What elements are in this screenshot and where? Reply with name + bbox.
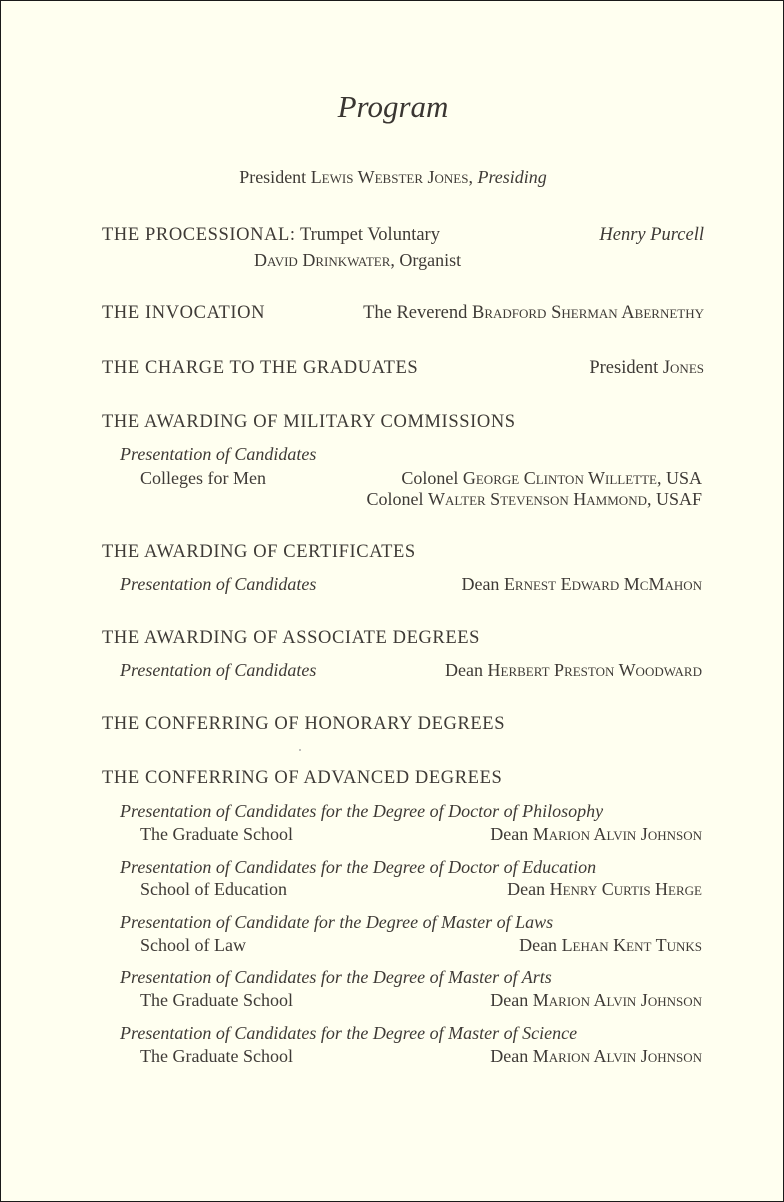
presiding-name: Lewis Webster Jones [310,167,469,187]
advanced-presentation: Presentation of Candidates for the Degree of Master of Science [120,1023,578,1043]
organist-role: , Organist [390,250,462,270]
presiding-line [1,167,784,188]
advanced-presentation: Presentation of Candidates for the Degree of Doctor of Education [120,857,597,877]
advanced-dean [490,824,702,845]
invocation-prefix: The Reverend [363,303,472,323]
certificates-presentation: Presentation of Candidates [120,574,317,594]
military-officer-1 [401,468,702,489]
associate-heading: THE AWARDING OF ASSOCIATE DEGREES [102,628,481,648]
dean-name: Henry Curtis Herge [549,879,702,899]
advanced-school: The Graduate School [140,990,293,1010]
dean-prefix: Dean [445,660,488,680]
advanced-presentation: Presentation of Candidates for the Degree of Doctor of Philosophy [120,801,604,821]
charge-heading: THE CHARGE TO THE GRADUATES [102,358,419,378]
advanced-presentation: Presentation of Candidates for the Degree of Master of Arts [120,967,552,987]
speck-mark [299,749,301,751]
dean-prefix: Dean [519,935,562,955]
certificates-heading-row [102,542,704,563]
honorary-heading-row [102,714,704,735]
advanced-dean [519,935,702,956]
organist-name: David Drinkwater [254,250,391,270]
dean-name: Herbert Preston Woodward [487,660,702,680]
charge-speaker [589,358,704,379]
dean-prefix: Dean [461,574,504,594]
advanced-presentation: Presentation of Candidate for the Degree of Master of Laws [120,912,554,932]
advanced-heading: THE CONFERRING OF ADVANCED DEGREES [102,768,503,788]
page-title: Program [337,89,449,124]
advanced-school: School of Law [140,935,246,955]
processional-heading: THE PROCESSIONAL: [102,225,296,245]
presiding-prefix: President [239,167,311,187]
military-heading-row [102,412,704,433]
honorary-heading: THE CONFERRING OF HONORARY DEGREES [102,714,506,734]
officer-prefix: Colonel [401,468,463,488]
officer-suffix: , USA [656,468,702,488]
charge-name: Jones [662,358,704,378]
advanced-dean [490,1046,702,1067]
dean-name: Marion Alvin Johnson [532,990,702,1010]
officer-name: Walter Stevenson Hammond [428,489,647,509]
associate-presentation: Presentation of Candidates [120,660,317,680]
dean-name: Marion Alvin Johnson [532,1046,702,1066]
military-presentation: Presentation of Candidates [120,444,317,464]
officer-prefix: Colonel [366,489,428,509]
dean-prefix: Dean [507,879,550,899]
dean-prefix: Dean [490,824,533,844]
presiding-role: Presiding [477,167,547,187]
associate-dean [445,660,702,681]
charge-row [102,358,704,379]
dean-prefix: Dean [490,1046,533,1066]
presiding-suffix: , [468,167,478,187]
processional-piece: Trumpet Voluntary [299,225,440,245]
invocation-officiant [363,303,704,324]
officer-suffix: , USAF [646,489,702,509]
dean-name: Ernest Edward McMahon [503,574,702,594]
associate-heading-row [102,628,704,649]
officer-name: George Clinton Willette [462,468,657,488]
dean-name: Marion Alvin Johnson [532,824,702,844]
advanced-dean [490,990,702,1011]
military-college: Colleges for Men [140,468,266,488]
certificates-heading: THE AWARDING OF CERTIFICATES [102,542,416,562]
military-heading: THE AWARDING OF MILITARY COMMISSIONS [102,412,516,432]
advanced-dean [507,879,702,900]
advanced-school: The Graduate School [140,824,293,844]
military-officer-2 [367,489,703,510]
certificates-dean [461,574,702,595]
dean-name: Lehan Kent Tunks [561,935,702,955]
charge-prefix: President [589,358,663,378]
dean-prefix: Dean [490,990,533,1010]
invocation-heading: THE INVOCATION [102,303,266,323]
advanced-school: The Graduate School [140,1046,293,1066]
processional-composer: Henry Purcell [599,225,704,245]
processional-row [102,225,704,246]
invocation-name: Bradford Sherman Abernethy [471,303,704,323]
organist-line [254,250,461,271]
advanced-heading-row [102,768,704,789]
advanced-school: School of Education [140,879,287,899]
invocation-row [102,303,704,324]
